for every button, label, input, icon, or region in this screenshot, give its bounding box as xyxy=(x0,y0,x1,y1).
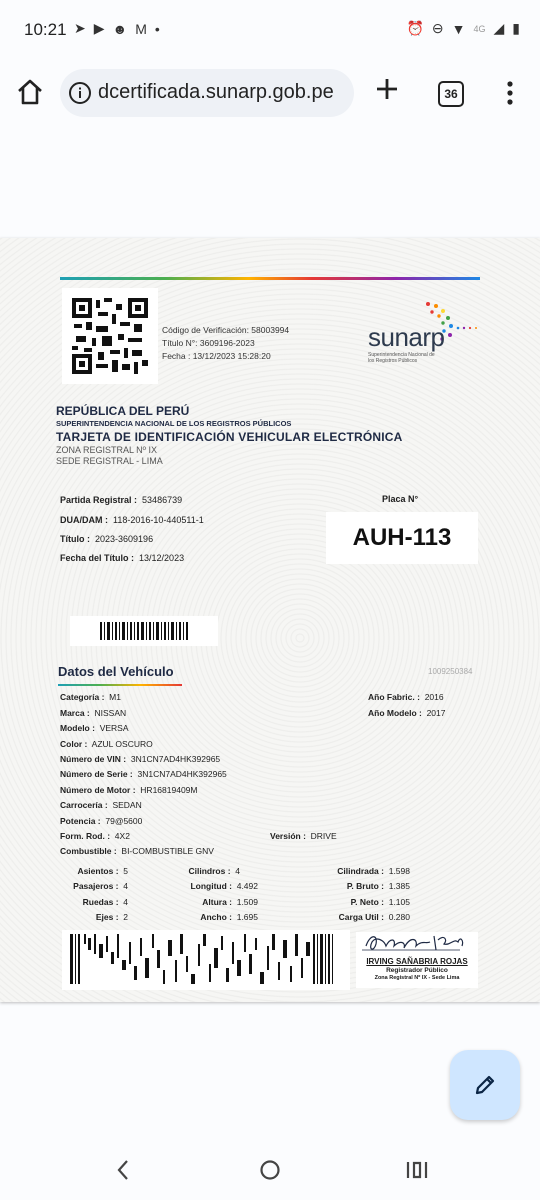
modelo-row xyxy=(60,723,129,733)
verification-block xyxy=(162,324,289,363)
back-icon[interactable] xyxy=(114,1158,132,1182)
cilindros-value: 4 xyxy=(235,866,240,876)
longitud-row xyxy=(160,881,258,891)
home-nav-icon[interactable] xyxy=(258,1158,282,1182)
signatory-zone: Zona Registral Nº IX - Sede Lima xyxy=(374,975,460,981)
tab-switcher-button[interactable]: 36 xyxy=(438,81,464,107)
vin-value: 3N1CN7AD4HK392965 xyxy=(130,754,221,764)
cilindros-label: Cilindros : xyxy=(188,866,231,876)
potencia-label: Potencia : xyxy=(60,816,101,826)
placa-value: AUH-113 xyxy=(326,512,478,564)
partida-label: Partida Registral : xyxy=(60,495,138,505)
system-icons xyxy=(406,20,520,37)
carroceria-value: SEDAN xyxy=(112,800,142,810)
neto-row xyxy=(310,897,410,907)
combustible-value: BI-COMBUSTIBLE GNV xyxy=(121,846,214,856)
categoria-label: Categoría : xyxy=(60,692,105,702)
gmail-icon: M xyxy=(135,20,147,37)
anio-mod-label: Año Modelo : xyxy=(368,708,422,718)
bruto-row xyxy=(310,881,410,891)
carga-label: Carga Util : xyxy=(338,912,384,922)
partida-row xyxy=(60,495,182,505)
altura-row xyxy=(160,897,258,907)
potencia-value: 79@5600 xyxy=(105,816,143,826)
qr-code xyxy=(62,288,158,384)
document-header xyxy=(56,404,403,466)
status-time: 10:21 xyxy=(24,20,67,39)
notification-icons xyxy=(74,20,160,37)
motor-label: Número de Motor : xyxy=(60,785,136,795)
formula-row xyxy=(60,831,130,841)
fecha-titulo-value: 13/12/2023 xyxy=(139,553,185,563)
categoria-row xyxy=(60,692,121,702)
version-value: DRIVE xyxy=(310,831,337,841)
logo-subtitle: Superintendencia Nacional de los Registros Públicos xyxy=(368,352,435,364)
info-icon[interactable] xyxy=(68,81,92,105)
asientos-row xyxy=(60,866,128,876)
longitud-value: 4.492 xyxy=(236,881,258,891)
titulo-label: Título : xyxy=(60,534,90,544)
address-bar[interactable] xyxy=(60,69,354,117)
placa-label: Placa N° xyxy=(382,494,419,504)
barcode-image xyxy=(100,622,190,640)
asientos-label: Asientos : xyxy=(77,866,119,876)
vin-label: Número de VIN : xyxy=(60,754,127,764)
cilindros-row xyxy=(160,866,240,876)
ejes-row xyxy=(60,912,128,922)
pasajeros-label: Pasajeros : xyxy=(73,881,119,891)
recents-icon[interactable] xyxy=(405,1158,429,1182)
pasajeros-row xyxy=(60,881,128,891)
version-row xyxy=(270,831,337,841)
vehicle-card-document xyxy=(0,238,540,1002)
pdf417-barcode xyxy=(62,930,350,990)
asientos-value: 5 xyxy=(123,866,128,876)
verification-code: Código de Verificación: 58003994 xyxy=(162,325,290,335)
marca-label: Marca : xyxy=(60,708,90,718)
url-text[interactable]: dcertificada.sunarp.gob.pe xyxy=(98,81,334,103)
zona-registral: ZONA REGISTRAL Nº IX xyxy=(56,445,157,455)
plus-icon xyxy=(372,74,402,104)
pencil-icon xyxy=(473,1073,497,1097)
reddit-icon: ☻ xyxy=(112,20,128,37)
anio-fab-value: 2016 xyxy=(424,692,444,702)
potencia-row xyxy=(60,816,142,826)
cilindrada-row xyxy=(310,866,410,876)
color-stripe xyxy=(60,277,480,280)
modelo-value: VERSA xyxy=(99,723,129,733)
carga-row xyxy=(310,912,410,922)
more-vert-icon xyxy=(500,78,520,108)
bruto-label: P. Bruto : xyxy=(346,881,384,891)
signatory-name: IRVING SAÑABRIA ROJAS xyxy=(366,957,468,966)
ancho-label: Ancho : xyxy=(200,912,232,922)
partida-value: 53486739 xyxy=(142,495,183,505)
republica-title: REPÚBLICA DEL PERÚ xyxy=(56,404,190,418)
dnd-icon: ⊖ xyxy=(431,20,444,36)
tarjeta-title: TARJETA DE IDENTIFICACIÓN VEHICULAR ELECTRÓNICA xyxy=(56,430,403,444)
verification-fecha: Fecha : 13/12/2023 15:28:20 xyxy=(162,351,271,361)
anio-mod-value: 2017 xyxy=(426,708,446,718)
youtube-icon: ▶ xyxy=(93,20,105,36)
motor-value: HR16819409M xyxy=(140,785,198,795)
fecha-titulo-row xyxy=(60,553,184,563)
carroceria-row xyxy=(60,800,142,810)
categoria-value: M1 xyxy=(109,692,121,702)
cilindrada-label: Cilindrada : xyxy=(337,866,384,876)
titulo-value: 2023-3609196 xyxy=(95,534,154,544)
sunarp-logo xyxy=(366,298,486,368)
combustible-row xyxy=(60,846,214,856)
bruto-value: 1.385 xyxy=(388,881,410,891)
carroceria-label: Carrocería : xyxy=(60,800,108,810)
signature-block xyxy=(356,932,478,988)
vin-row xyxy=(60,754,220,764)
combustible-label: Combustible : xyxy=(60,846,117,856)
marca-row xyxy=(60,708,126,718)
altura-label: Altura : xyxy=(202,897,232,907)
network-label: 4G xyxy=(473,23,486,34)
signal-icon: ◢ xyxy=(493,20,505,36)
pasajeros-value: 4 xyxy=(123,881,128,891)
ejes-label: Ejes : xyxy=(95,912,119,922)
longitud-label: Longitud : xyxy=(190,881,232,891)
sede-registral: SEDE REGISTRAL - LIMA xyxy=(56,456,163,466)
superintendencia-title: SUPERINTENDENCIA NACIONAL DE LOS REGISTROS PÚBLICOS xyxy=(56,419,292,428)
ruedas-row xyxy=(60,897,128,907)
serie-row xyxy=(60,769,227,779)
serie-value: 3N1CN7AD4HK392965 xyxy=(137,769,227,779)
signatory-role: Registrador Público xyxy=(386,967,448,974)
small-barcode xyxy=(70,616,218,646)
dot-icon: • xyxy=(154,20,160,37)
datos-vehiculo-title: Datos del Vehículo xyxy=(58,664,174,679)
marca-value: NISSAN xyxy=(94,708,127,718)
home-icon xyxy=(14,76,46,108)
ruedas-value: 4 xyxy=(123,897,128,907)
ancho-row xyxy=(160,912,258,922)
dua-value: 118-2016-10-440511-1 xyxy=(113,515,204,525)
cilindrada-value: 1.598 xyxy=(388,866,410,876)
dua-label: DUA/DAM : xyxy=(60,515,108,525)
neto-value: 1.105 xyxy=(388,897,410,907)
altura-value: 1.509 xyxy=(236,897,258,907)
modelo-label: Modelo : xyxy=(60,723,95,733)
color-value: AZUL OSCURO xyxy=(91,739,153,749)
serie-label: Número de Serie : xyxy=(60,769,133,779)
carga-value: 0.280 xyxy=(388,912,410,922)
pdf417-image xyxy=(70,934,342,984)
anio-fab-label: Año Fabric. : xyxy=(368,692,420,702)
ruedas-label: Ruedas : xyxy=(82,897,119,907)
anio-mod-row xyxy=(368,708,445,718)
alarm-icon: ⏰ xyxy=(406,20,424,36)
status-bar xyxy=(0,0,540,60)
fecha-titulo-label: Fecha del Título : xyxy=(60,553,135,563)
formula-value: 4X2 xyxy=(114,831,130,841)
motor-row xyxy=(60,785,197,795)
edit-fab-button[interactable] xyxy=(450,1050,520,1120)
formula-label: Form. Rod. : xyxy=(60,831,111,841)
dua-row xyxy=(60,515,204,525)
titulo-row xyxy=(60,534,153,544)
ancho-value: 1.695 xyxy=(236,912,258,922)
verification-titulo: Título N°: 3609196-2023 xyxy=(162,338,255,348)
new-tab-button[interactable] xyxy=(372,74,402,104)
serial-number: 1009250384 xyxy=(428,667,473,676)
home-button[interactable] xyxy=(14,76,46,108)
section-underline xyxy=(58,684,182,686)
browser-toolbar xyxy=(0,60,540,128)
ejes-value: 2 xyxy=(123,912,128,922)
color-label: Color : xyxy=(60,739,88,749)
neto-label: P. Neto : xyxy=(350,897,384,907)
color-row xyxy=(60,739,153,749)
logo-word: sunarp xyxy=(368,322,445,352)
signature-image xyxy=(360,932,474,956)
battery-icon: ▮ xyxy=(512,20,520,36)
telegram-icon: ➤ xyxy=(74,20,86,36)
anio-fab-row xyxy=(368,692,444,702)
qr-code-image xyxy=(72,298,148,374)
menu-button[interactable] xyxy=(500,78,520,108)
version-label: Versión : xyxy=(270,831,306,841)
system-nav-bar xyxy=(0,1140,540,1200)
wifi-icon: ▼ xyxy=(451,20,466,37)
